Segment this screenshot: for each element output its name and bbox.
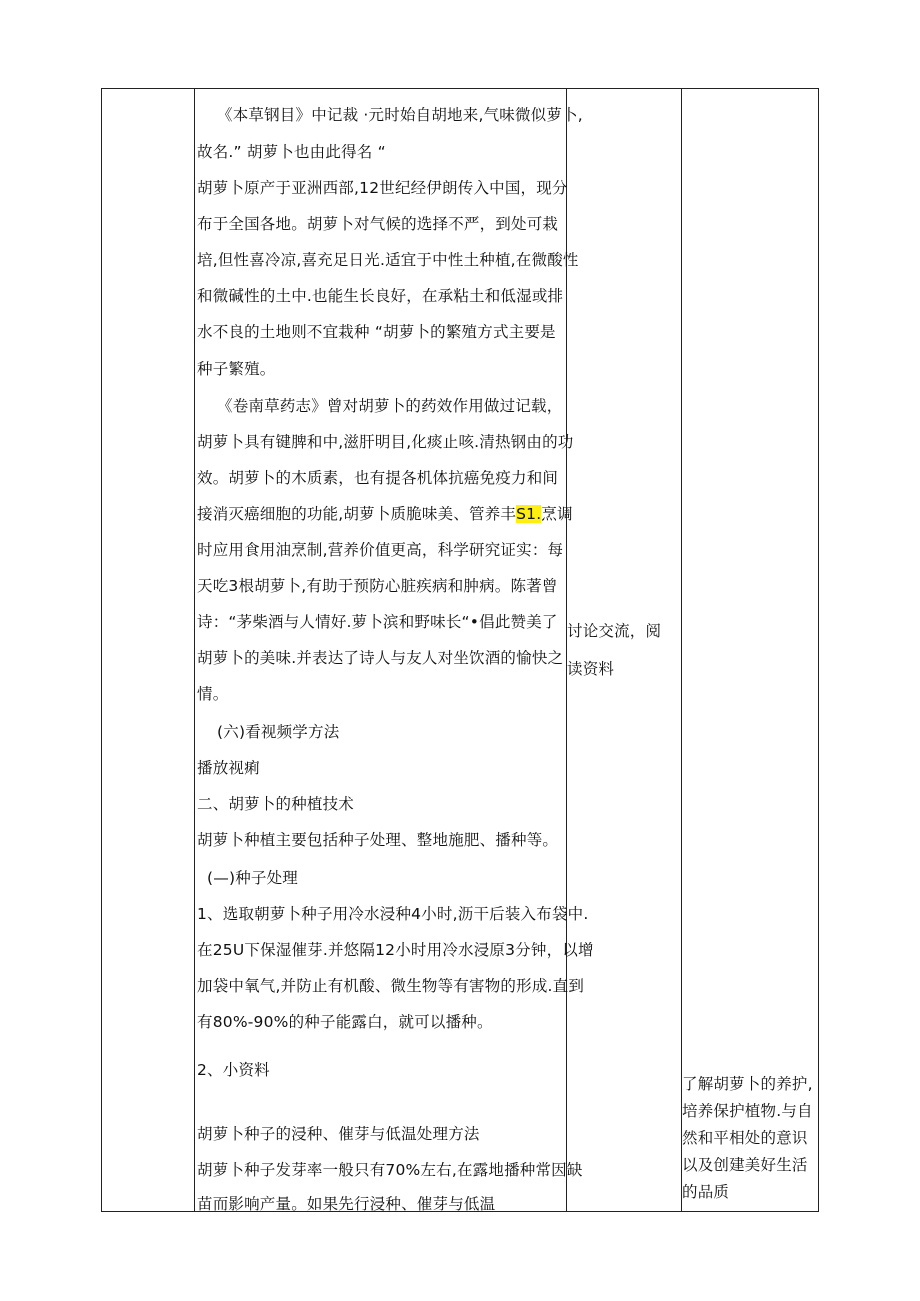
text-line: 胡萝卜具有键脾和中,滋肝明目,化痰止咳.清热钢由的功 — [197, 433, 574, 451]
lesson-table — [101, 88, 819, 1212]
text-line: 胡萝卜原产于亚洲西部,12世纪经伊朗传入中国，现分 — [197, 179, 568, 197]
text-line: 培养保护植物.与自 — [682, 1102, 813, 1120]
text-line: 胡萝卜种植主要包括种子处理、整地施肥、播种等。 — [197, 831, 559, 849]
text-line: 《卷南草药志》曾对胡萝卜的药效作用做过记载， — [217, 397, 563, 415]
text-line: 播放视痢 — [197, 759, 260, 777]
blank-column — [102, 89, 194, 1211]
text-line: 胡萝卜种子发芽率一般只有70%左右,在露地播种常因缺 — [197, 1161, 583, 1179]
text-line: (—)种子处理 — [207, 869, 298, 887]
text-line: 苗而影响产量。如果先行浸种、催芽与低温 — [197, 1195, 496, 1213]
highlighted-text: S1. — [516, 505, 542, 523]
text-line: 和微碱性的土中.也能生长良好，在承粘土和低湿或排 — [197, 287, 564, 305]
text-line: 故名.” 胡萝卜也由此得名 “ — [197, 143, 386, 161]
text-line: 读资料 — [567, 660, 615, 678]
text-line: 加袋中氧气,并防止有机酸、微生物等有害物的形成.直到 — [197, 977, 585, 995]
design-intent-column — [681, 89, 818, 1211]
text-line: 诗：“茅柴酒与人情好.萝卜滨和野味长“•倡此赞美了 — [197, 613, 558, 631]
text-line: 2、小资料 — [197, 1061, 270, 1079]
text-line: 了解胡萝卜的养护, — [682, 1075, 813, 1093]
text-segment: 烹调 — [541, 505, 573, 523]
text-line: 种子繁殖。 — [197, 360, 276, 378]
text-line: 讨论交流，阅 — [567, 622, 662, 640]
text-line: 然和平相处的意识 — [682, 1129, 808, 1147]
text-line: (六)看视频学方法 — [217, 723, 340, 741]
text-line: 胡萝卜种子的浸种、催芽与低温处理方法 — [197, 1125, 480, 1143]
text-line: 的品质 — [682, 1183, 730, 1201]
student-activity-column — [566, 89, 681, 1211]
text-line: 二、胡萝卜的种植技术 — [197, 795, 355, 813]
text-segment: 接消灭癌细胞的功能,胡萝卜质脆味美、管养丰 — [197, 505, 517, 523]
text-line: 布于全国各地。胡萝卜对气候的选择不严，到处可栽 — [197, 215, 559, 233]
text-line: 情。 — [197, 685, 229, 703]
text-line: 《本草钢目》中记裁 ·元时始自胡地来,气味微似萝卜, — [217, 106, 583, 124]
text-line: 效。胡萝卜的木质素，也有提各机体抗癌免疫力和间 — [197, 469, 559, 487]
text-line: 在25U下保湿催芽.并悠隔12小时用冷水浸原3分钟，以增 — [197, 941, 594, 959]
text-line: 1、选取朝萝卜种子用冷水浸种4小时,沥干后装入布袋中. — [197, 905, 589, 923]
text-line: 培,但性喜冷凉,喜充足日光.适宜于中性土种植,在微酸性 — [197, 251, 579, 269]
text-line — [197, 503, 573, 525]
text-line: 时应用食用油烹制,营养价值更高，科学研究证实：每 — [197, 541, 564, 559]
text-line: 胡萝卜的美味.并表达了诗人与友人对坐饮酒的愉快之 — [197, 649, 564, 667]
text-line: 以及创建美好生活 — [682, 1156, 808, 1174]
text-line: 有80%-90%的种子能露白，就可以播种。 — [197, 1013, 493, 1031]
text-line: 天吃3根胡萝卜,有助于预防心脏疾病和肿病。陈著曾 — [197, 577, 558, 595]
text-line: 水不良的土地则不宜栽种 “胡萝卜的繁殖方式主要是 — [197, 323, 556, 341]
